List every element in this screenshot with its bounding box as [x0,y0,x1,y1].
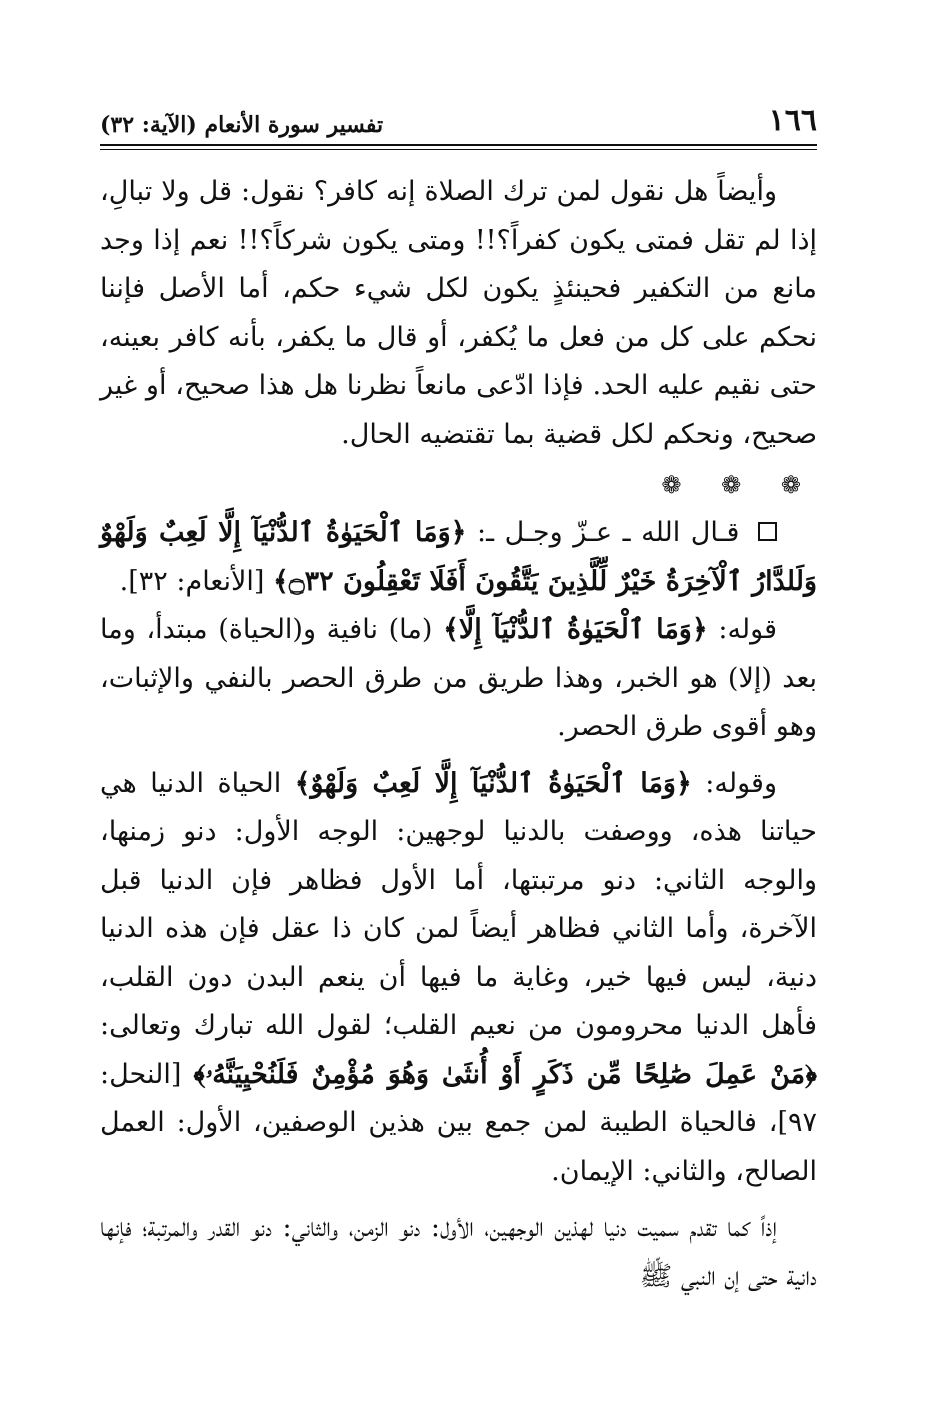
header-rule-thin [100,149,817,150]
p3-quote: ﴿وَمَا ٱلْحَيَوٰةُ ٱلدُّنْيَآ إِلَّا﴾ [443,614,708,645]
running-title: تفسير سورة الأنعام (الآية: ٣٢) [100,112,384,138]
p3-lead: قوله: [718,614,777,645]
paragraph-ma-nafiya [100,606,817,752]
page-body [100,168,817,1301]
verse-text: وَمَا ٱلْحَيَوٰةُ ٱلدُّنْيَآ إِلَّا لَعِبٌ وَلَهْوٌ وَلَلدَّارُ ٱلْآخِرَةُ خَيْرٌ لِّلَّذِينَ يَتَّقُونَ أَفَلَا تَعْقِلُونَ ۝٣٢ [100,517,817,597]
book-page [100,92,817,1344]
paragraph-summary: إذاً كما تقدم سميت دنيا لهذين الوجهين، الأول: دنو الزمن، والثاني: دنو القدر والمرتبة؛ فإنها دانية حتى إن النبي ﷺ [100,1212,817,1292]
verse-close-bracket: ﴾ [273,565,289,597]
p4-lead: وقوله: [705,767,777,799]
paragraph-dunya [100,760,817,1197]
section-separator: ❁ ❁ ❁ [661,471,817,499]
verse-block [100,509,817,606]
paragraph-takfir: وأيضاً هل نقول لمن ترك الصلاة إنه كافر؟ نقول: قل ولا تبالِ، إذا لم تقل فمتى يكون كفراً؟!! ومتى يكون شركاً؟!! نعم إذا وجد مانع من التكفير فحينئذٍ يكون لكل شيء حكم، أما الأصل فإننا نحكم على كل من فعل ما يُكفر، أو قال ما يكفر، بأنه كافر بعينه، حتى نقيم عليه الحد. فإذا ادّعى مانعاً نظرنا هل هذا صحيح، أو غير صحيح، ونحكم لكل قضية بما تقتضيه الحال. [100,176,817,450]
page-number: ١٦٦ [768,103,817,138]
p4-rest: الحياة الدنيا هي حياتنا هذه، ووصفت بالدنيا لوجهين: الوجه الأول: دنو زمنها، والوجه الثاني: دنو مرتبتها، أما الأول فظاهر فإن الدنيا قبل الآخرة، وأما الثاني فظاهر أيضاً لمن كان ذا عقل فإن هذه الدنيا دنية، ليس فيها خير، وغاية ما فيها أن ينعم البدن دون القلب، فأهل الدنيا محرومون من نعيم القلب؛ لقول الله تبارك وتعالى: [100,767,817,1041]
header-rule [100,144,817,146]
p3-rest: (ما) نافية و(الحياة) مبتدأ، وما بعد (إلا) هو الخبر، وهذا طريق من طرق الحصر بالنفي والإثبات، وهو أقوى طرق الحصر. [100,614,817,742]
p4-quote: ﴿وَمَا ٱلْحَيَوٰةُ ٱلدُّنْيَآ إِلَّا لَعِبٌ وَلَهْوٌ﴾ [294,767,692,799]
verse-open-bracket: ﴿ [450,517,467,548]
page-header [100,92,817,138]
square-bullet-icon [758,522,777,541]
verse-reference: [الأنعام: ٣٢]. [119,565,265,597]
p4-quote-nahl: ﴿مَنْ عَمِلَ صَٰلِحًا مِّن ذَكَرٍ أَوْ أُنثَىٰ وَهُوَ مُؤْمِنٌ فَلَنُحْيِيَنَّهُۥ﴾ [193,1058,817,1090]
verse-intro: قـال الله ـ عـزّ وجـل ـ: [477,517,740,548]
p4-rest2: [النحل: ٩٧]، فالحياة الطيبة لمن جمع بين هذين الوصفين، الأول: العمل الصالح، والثاني: الإيمان. [100,1058,817,1187]
